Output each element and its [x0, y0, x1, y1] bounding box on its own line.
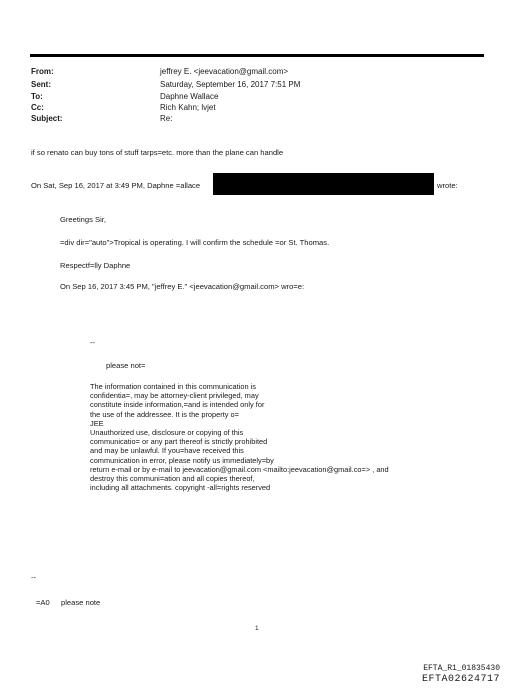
- to-label: To:: [31, 92, 43, 101]
- disclaimer-line: Unauthorized use, disclosure or copying of this: [90, 428, 244, 438]
- redaction-box: [213, 173, 434, 195]
- separator-dashes: --: [90, 338, 96, 347]
- from-label: From:: [31, 67, 54, 76]
- reply-line: if so renato can buy tons of stuff tarps=etc. more than the plane can handle: [31, 148, 284, 157]
- disclaimer-line: the use of the addressee. It is the property o=: [90, 409, 239, 419]
- disclaimer-line: confidentia=, may be attorney-client privileged, may: [90, 391, 259, 401]
- cc-label: Cc:: [31, 103, 44, 112]
- sent-label: Sent:: [31, 80, 51, 89]
- disclaimer-line: The information contained in this communication is: [90, 382, 256, 391]
- disclaimer-line: JEE: [90, 418, 104, 428]
- sent-value: Saturday, September 16, 2017 7:51 PM: [160, 80, 301, 89]
- div-line: =div dir="auto">Tropical is operating. I will confirm the schedule =or St. Thomas.: [60, 238, 330, 247]
- disclaimer-line: and may be unlawful. If you=have received this: [90, 446, 244, 456]
- from-value: jeffrey E. <jeevacation@gmail.com>: [160, 67, 289, 76]
- disclaimer-line: destroy this communi=ation and all copies thereof,: [90, 474, 255, 484]
- bottom-dashes: --: [31, 573, 37, 582]
- greeting: Greetings Sir,: [60, 215, 107, 224]
- bates-number-2: EFTA02624717: [421, 674, 500, 685]
- cc-value: Rich Kahn; lvjet: [160, 103, 216, 112]
- a0-text: please note: [61, 598, 101, 607]
- quote-intro-right: wrote:: [437, 181, 458, 190]
- signoff: Respectf=lly Daphne: [60, 261, 131, 270]
- page-number: 1: [255, 625, 259, 632]
- nested-intro: On Sep 16, 2017 3:45 PM, "jeffrey E." <jeevacation@gmail.com> wro=e:: [60, 282, 305, 291]
- subject-label: Subject:: [31, 114, 63, 123]
- disclaimer-line: return e-mail or by e-mail to jeevacation@gmail.com <mailto:jeevacation@gmail.co=> , and: [90, 464, 389, 474]
- please-not-line: please not=: [106, 361, 146, 370]
- disclaimer-block: [90, 382, 450, 492]
- to-value: Daphne Wallace: [160, 92, 219, 101]
- header-divider: [30, 54, 484, 57]
- disclaimer-line: communication in error, please notify us immediately=by: [90, 455, 274, 465]
- disclaimer-line: communicatio= or any part thereof is strictly prohibited: [90, 437, 268, 447]
- quote-intro-left: On Sat, Sep 16, 2017 at 3:49 PM, Daphne =allace: [31, 181, 201, 190]
- bates-number-1: EFTA_R1_01835430: [423, 664, 500, 673]
- disclaimer-line: including all attachments. copyright -all=rights reserved: [90, 483, 271, 493]
- subject-value: Re:: [160, 114, 173, 123]
- disclaimer-line: constitute inside information,=and is intended only for: [90, 400, 265, 410]
- a0-prefix: =A0: [36, 598, 50, 607]
